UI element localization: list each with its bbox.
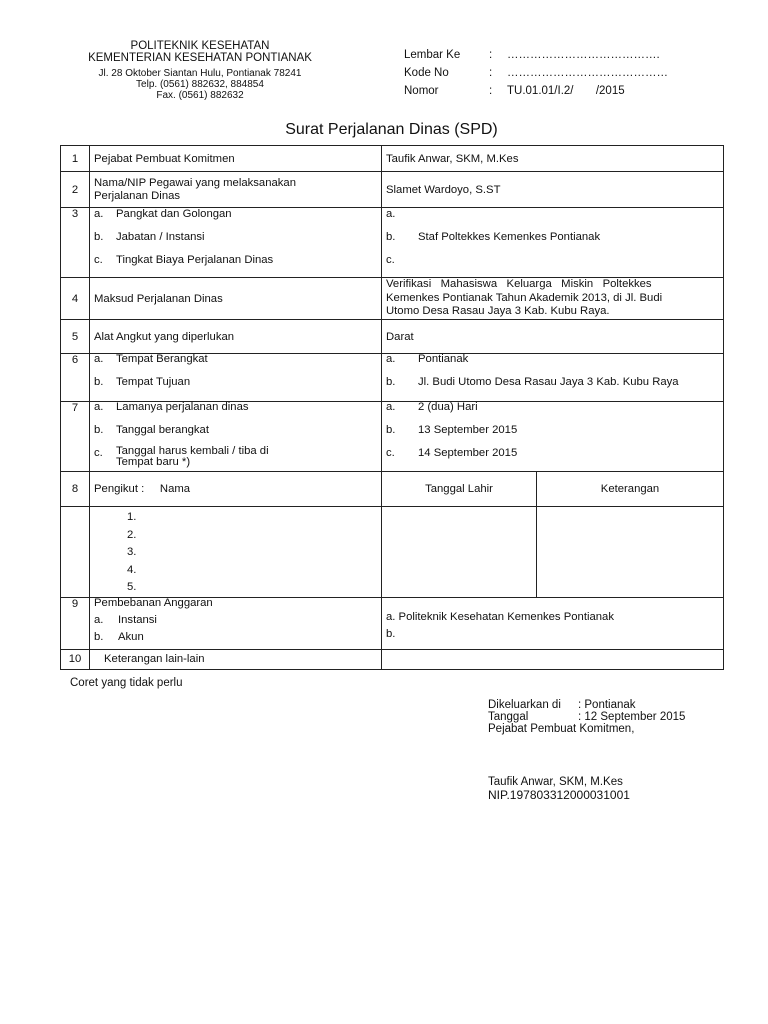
label-line: Nama/NIP Pegawai yang melaksanakan — [94, 176, 296, 189]
sub-item — [94, 230, 377, 245]
sub-letter: b. — [386, 376, 396, 388]
row-value: Darat — [382, 320, 724, 354]
list-item: 2. — [127, 528, 137, 541]
row-label — [90, 172, 382, 208]
companion-list — [90, 507, 382, 598]
row-value — [382, 597, 724, 649]
lembar-label: Lembar Ke — [404, 49, 461, 61]
row-label: Keterangan lain-lain — [90, 649, 382, 669]
row-value — [382, 278, 724, 320]
sub-letter: a. — [94, 613, 104, 626]
sub-item — [386, 446, 719, 461]
column-header: Keterangan — [537, 472, 724, 507]
row-number: 4 — [61, 278, 90, 320]
label-line: Perjalanan Dinas — [94, 189, 181, 202]
sub-label: Pangkat dan Golongan — [116, 208, 232, 220]
row-number: 7 — [61, 402, 90, 472]
table-row — [61, 208, 724, 278]
row-value: Taufik Anwar, SKM, M.Kes — [382, 146, 724, 172]
row-value: Slamet Wardoyo, S.ST — [382, 172, 724, 208]
sub-value: Staf Poltekkes Kemenkes Pontianak — [418, 231, 601, 243]
sub-item — [94, 400, 377, 415]
kode-value: …………………………………… — [507, 67, 668, 79]
sub-letter: b. — [94, 424, 104, 436]
issued-value: : Pontianak — [578, 699, 636, 711]
sub-label: Lamanya perjalanan dinas — [116, 401, 249, 413]
sub-letter: a. — [386, 208, 396, 220]
official-title: Pejabat Pembuat Komitmen, — [488, 723, 635, 735]
value-line: Kemenkes Pontianak Tahun Akademik 2013, di Jl. Budi — [386, 291, 663, 304]
label-line: Tempat baru *) — [116, 456, 191, 468]
sub-letter: b. — [94, 630, 104, 643]
list-item: 5. — [127, 581, 137, 593]
table-row — [61, 172, 724, 208]
table-row — [61, 146, 724, 172]
row-label: Pejabat Pembuat Komitmen — [90, 146, 382, 172]
colon: : — [489, 85, 493, 97]
sub-value: 14 September 2015 — [418, 447, 518, 459]
sub-item — [94, 423, 377, 438]
issued-label: Dikeluarkan di — [488, 699, 561, 711]
footnote: Coret yang tidak perlu — [70, 677, 183, 689]
row-label — [90, 597, 382, 649]
sub-heading: Pembebanan Anggaran — [94, 596, 213, 609]
sub-value: 13 September 2015 — [418, 424, 518, 436]
sub-item — [94, 352, 377, 367]
signer-nip: NIP.197803312000031001 — [488, 788, 630, 802]
value-line: Utomo Desa Rasau Jaya 3 Kab. Kubu Raya. — [386, 305, 610, 318]
sub-value: Jl. Budi Utomo Desa Rasau Jaya 3 Kab. Kubu Raya — [418, 376, 679, 388]
date-label: Tanggal — [488, 711, 529, 723]
row-value — [382, 354, 724, 402]
row-number: 1 — [61, 146, 90, 172]
colon: : — [489, 49, 493, 61]
sub-item — [94, 630, 377, 645]
nomor-value: TU.01.01/I.2/ /2015 — [507, 85, 625, 97]
sub-value: 2 (dua) Hari — [418, 401, 478, 413]
sub-item — [386, 207, 719, 222]
sub-item — [386, 230, 719, 245]
birthdate-cell — [382, 507, 537, 598]
sub-label: Jabatan / Instansi — [116, 231, 205, 243]
sub-value: Pontianak — [418, 353, 469, 365]
sub-item — [386, 253, 719, 268]
row-value — [382, 649, 724, 669]
sub-item — [386, 352, 719, 367]
nomor-label: Nomor — [404, 85, 439, 97]
table-row — [61, 402, 724, 472]
institution-line-1: POLITEKNIK KESEHATAN — [130, 40, 270, 52]
sub-item — [94, 446, 377, 468]
sub-item — [386, 375, 719, 390]
document-title: Surat Perjalanan Dinas (SPD) — [285, 121, 498, 138]
address: Jl. 28 Oktober Siantan Hulu, Pontianak 78241 — [98, 68, 302, 79]
sub-label: Tingkat Biaya Perjalanan Dinas — [116, 254, 274, 266]
row-label — [90, 354, 382, 402]
sub-item — [386, 400, 719, 415]
sub-letter: b. — [386, 231, 396, 243]
sub-letter: a. — [94, 208, 104, 220]
table-row — [61, 354, 724, 402]
institution-line-2: KEMENTERIAN KESEHATAN PONTIANAK — [88, 52, 312, 64]
row-label — [90, 402, 382, 472]
notes-cell — [537, 507, 724, 598]
row-value — [382, 402, 724, 472]
sub-item — [94, 613, 377, 628]
sub-letter: c. — [94, 447, 103, 459]
sub-value: a. Politeknik Kesehatan Kemenkes Pontianak — [386, 610, 614, 623]
list-item: 1. — [127, 511, 137, 523]
sub-item — [94, 375, 377, 390]
sub-letter: a. — [386, 353, 396, 365]
table-row — [61, 597, 724, 649]
sub-label: Tempat Tujuan — [116, 376, 191, 388]
row-number — [61, 507, 90, 598]
sub-item — [94, 253, 377, 268]
table-row — [61, 320, 724, 354]
signer-name: Taufik Anwar, SKM, M.Kes — [488, 776, 623, 788]
sub-label — [116, 446, 269, 468]
row-label: Maksud Perjalanan Dinas — [90, 278, 382, 320]
sub-letter: a. — [386, 401, 396, 413]
spacer — [386, 598, 719, 609]
list-item: 4. — [127, 563, 137, 576]
kode-label: Kode No — [404, 67, 449, 79]
table-row — [61, 649, 724, 669]
row-number: 9 — [61, 597, 90, 649]
sub-letter: b. — [386, 424, 396, 436]
column-header: Tanggal Lahir — [382, 472, 537, 507]
value-line: Verifikasi Mahasiswa Keluarga Miskin Poltekkes — [386, 278, 652, 291]
sub-item — [386, 423, 719, 438]
fax: Fax. (0561) 882632 — [156, 90, 244, 101]
sub-letter: c. — [386, 447, 395, 459]
sub-label: Tempat Berangkat — [116, 353, 208, 365]
date-value: : 12 September 2015 — [578, 711, 686, 723]
sub-value: b. — [386, 627, 396, 640]
row-number: 6 — [61, 354, 90, 402]
row-number: 8 — [61, 472, 90, 507]
lembar-value: …………………………………. — [507, 49, 660, 61]
row-number: 5 — [61, 320, 90, 354]
spd-table — [60, 145, 724, 670]
sub-letter: a. — [94, 353, 104, 365]
list-item: 3. — [127, 546, 137, 558]
colon: : — [489, 67, 493, 79]
sub-label: Tanggal berangkat — [116, 424, 209, 436]
phone: Telp. (0561) 882632, 884854 — [136, 79, 264, 90]
row-number: 2 — [61, 172, 90, 208]
sub-item — [94, 207, 377, 222]
row-label: Alat Angkut yang diperlukan — [90, 320, 382, 354]
sub-letter: b. — [94, 231, 104, 243]
sub-letter: c. — [94, 254, 103, 266]
sub-label: Akun — [118, 630, 144, 643]
row-label: Pengikut : Nama — [90, 472, 382, 507]
sub-letter: a. — [94, 401, 104, 413]
sub-letter: b. — [94, 376, 104, 388]
table-row — [61, 507, 724, 598]
row-label — [90, 208, 382, 278]
sub-letter: c. — [386, 254, 395, 266]
label-line: Tanggal harus kembali / tiba di — [116, 445, 269, 457]
sub-label: Instansi — [118, 613, 157, 626]
row-value — [382, 208, 724, 278]
table-row — [61, 278, 724, 320]
row-number: 10 — [61, 649, 90, 669]
row-number: 3 — [61, 208, 90, 278]
table-row — [61, 472, 724, 507]
